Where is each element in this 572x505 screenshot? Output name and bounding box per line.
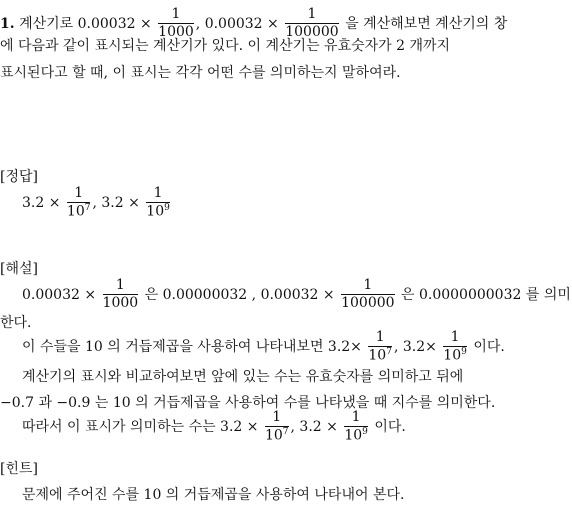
fraction: $\frac{1}{10^7}$: [264, 409, 289, 445]
fraction: $\frac{1}{10^9}$: [344, 409, 368, 445]
problem-line-2: 에 다음과 같이 표시되는 계산기가 있다. 이 계산기는 유효숫자가 2 개까지: [0, 38, 451, 54]
problem-number: 1.: [0, 15, 15, 32]
explanation-header: [해설]: [0, 261, 38, 277]
explanation-line-1: 0.00032 × $\frac{1}{1000}$ 은 0.00000032 , 0.00032 × $\frac{1}{100000}$ 은 0.0000000032 를 의미: [22, 277, 571, 312]
answer-header: [정답]: [0, 169, 38, 185]
problem-line-1: 1. 계산기로 0.00032 × $\frac{1}{1000}$ , 0.00032 × $\frac{1}{100000}$ 을 계산해보면 계산기의 창: [0, 6, 508, 41]
fraction: $\frac{1}{100000}$: [285, 6, 339, 41]
explanation-line-6: 따라서 이 표시가 의미하는 수는 3.2 × $\frac{1}{10^7}$ , 3.2 × $\frac{1}{10^9}$ 이다.: [22, 409, 406, 445]
fraction: $\frac{1}{1000}$: [158, 6, 194, 41]
explanation-line-2: 한다.: [0, 315, 32, 331]
hint-header: [힌트]: [0, 461, 38, 477]
fraction: $\frac{1}{10^7}$: [66, 185, 91, 221]
answer-line: 3.2 × $\frac{1}{10^7}$ , 3.2 × $\frac{1}{10^9}$: [22, 185, 170, 221]
explanation-line-3: 이 수들을 10 의 거듭제곱을 사용하여 나타내보면 3.2× $\frac{1}{10^7}$ , 3.2× $\frac{1}{10^9}$ 이다.: [22, 329, 505, 365]
explanation-line-4: 계산기의 표시와 비교하여보면 앞에 있는 수는 유효숫자를 의미하고 뒤에: [22, 369, 464, 385]
explanation-line-5: −0.7 과 −0.9 는 10 의 거듭제곱을 사용하여 수를 나타냈을 때 지수를 의미한다.: [0, 395, 496, 411]
fraction: $\frac{1}{1000}$: [102, 277, 139, 312]
fraction: $\frac{1}{10^7}$: [368, 329, 392, 365]
fraction: $\frac{1}{10^9}$: [443, 329, 467, 365]
fraction: $\frac{1}{100000}$: [341, 277, 395, 312]
problem-line-3: 표시된다고 할 때, 이 표시는 각각 어떤 수를 의미하는지 말하여라.: [0, 65, 401, 81]
hint-text: 문제에 주어진 수를 10 의 거듭제곱을 사용하여 나타내어 본다.: [22, 487, 405, 503]
fraction: $\frac{1}{10^9}$: [146, 185, 170, 221]
problem-text: 계산기로 0.00032 ×: [19, 15, 152, 32]
